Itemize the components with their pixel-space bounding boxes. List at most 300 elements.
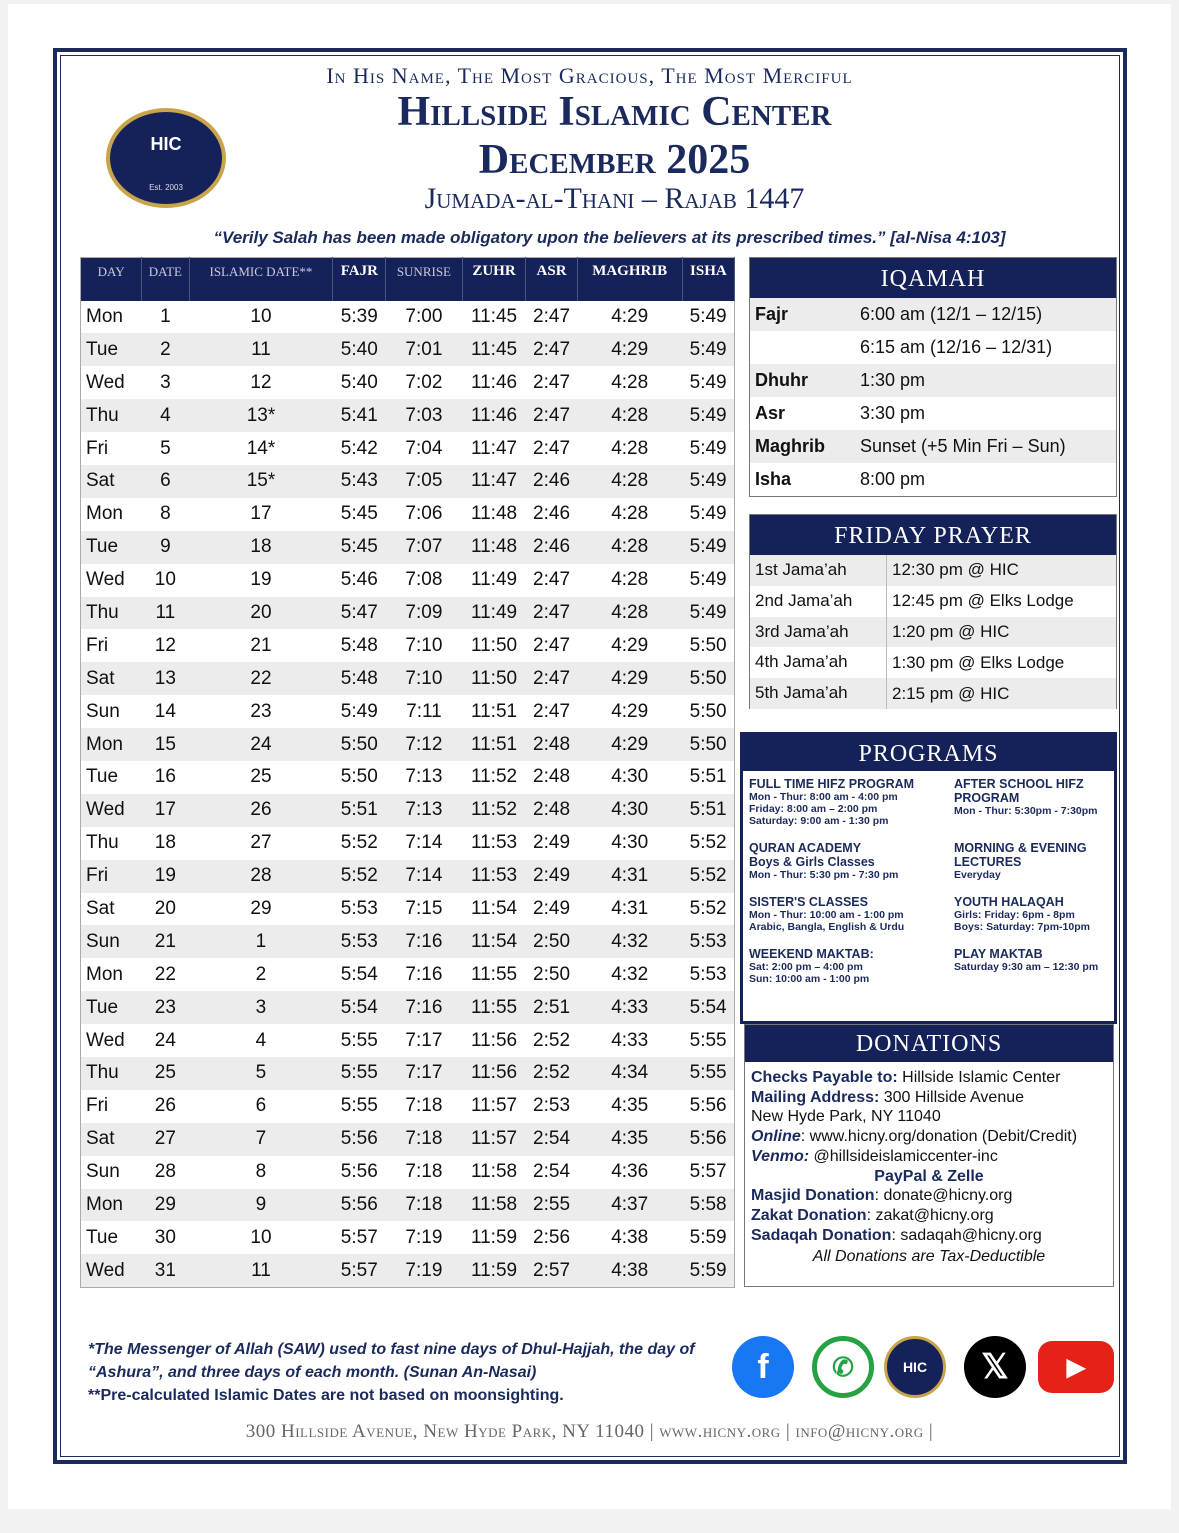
cell: 7:11 [406,700,442,722]
iqamah-time: 3:30 pm [860,403,926,423]
cell: Sat [86,897,115,919]
column-header: ISHA [682,258,734,301]
cell: 4:34 [577,1057,682,1090]
program-item [954,841,1124,881]
cell: 4:29 [611,305,649,327]
program-schedule: Sun: 10:00 am - 1:00 pm [749,973,870,985]
cell: 7 [189,1123,333,1156]
cell: 10 [250,1226,272,1248]
program-item [749,777,954,827]
tax-note: All Donations are Tax-Deductible [812,1248,1046,1266]
cell: Tue [86,1226,119,1248]
iqamah-row [750,331,1116,364]
cell: 1 [160,305,171,327]
cell: 23 [250,700,272,722]
donation-value: Hillside Islamic Center [897,1069,1061,1086]
prayer-name: Isha [755,469,792,489]
cell: 2:47 [526,399,577,432]
program-item [954,895,1124,933]
cell: 4:30 [611,766,649,788]
donation-label: Venmo: [751,1147,810,1165]
cell: 25 [250,766,272,788]
cell: 5:56 [333,1189,386,1222]
cell: 11:48 [470,503,518,525]
cell: 5:59 [689,1226,727,1248]
cell: 13 [142,662,189,695]
cell: 7:01 [386,333,462,366]
cell: 4:33 [577,991,682,1024]
cell: 11:55 [462,991,526,1024]
cell: 2 [142,333,189,366]
cell: 2:52 [526,1057,577,1090]
cell: 5:59 [682,1254,734,1287]
cell: 4:30 [577,794,682,827]
cell: 11:45 [462,333,526,366]
cell: 4:31 [611,897,649,919]
donation-line [751,1088,1107,1108]
whatsapp-icon[interactable]: ✆ [812,1336,874,1398]
table-row [81,629,735,662]
cell: 4:36 [611,1161,649,1183]
table-row [81,728,735,761]
cell: 9 [189,1189,333,1222]
cell: 7:18 [405,1161,443,1183]
donation-line [751,1167,1107,1187]
table-row [81,991,735,1024]
program-schedule: Saturday 9:30 am – 12:30 pm [954,961,1099,973]
cell: 7:17 [386,1057,462,1090]
iqamah-time: 1:30 pm [860,370,926,390]
cell: 2:53 [533,1095,571,1117]
cell: Thu [86,832,119,854]
table-row [81,794,735,827]
cell: Fri [86,634,109,656]
cell: 7:16 [405,963,443,985]
cell: 5:52 [682,860,734,893]
cell: 11:51 [470,700,518,722]
column-header: FAJR [333,258,386,301]
cell: 5:52 [333,860,386,893]
program-title: WEEKEND MAKTAB: [749,947,874,961]
prayer-name: Asr [755,403,786,423]
cell: 2:56 [533,1226,571,1248]
cell: 4:29 [611,700,649,722]
iqamah-time: 8:00 pm [860,469,926,489]
donation-value: : donate@hicny.org [874,1187,1013,1205]
bismillah: In His Name, The Most Gracious, The Most Merciful [326,63,853,88]
cell: 5:55 [333,1057,386,1090]
program-item [749,895,954,933]
cell: 7:18 [386,1123,462,1156]
cell: 5:52 [689,832,727,854]
cell: 2:47 [533,634,571,656]
footnotes: *The Messenger of Allah (SAW) used to fast nine days of Dhul-Hajjah, the day of “Ashura”, and three days of each month. (Sunan An-Nasai) **Pre-calculated Islamic Dates are not based on moonsighting. [88,1341,695,1404]
program-schedule: Friday: 8:00 am – 2:00 pm [749,803,878,815]
cell: 7:05 [386,465,462,498]
cell: 11:55 [470,963,518,985]
cell: 11 [142,597,189,630]
cell: 5:46 [340,569,378,591]
cell: 11:50 [462,662,526,695]
cell: 11:57 [470,1095,518,1117]
jamaah-name: 4th Jama’ah [750,647,887,678]
cell: 4:32 [577,925,682,958]
cell: 16 [154,766,176,788]
iqamah-box [749,257,1117,497]
cell: 4:28 [611,503,649,525]
cell: 4:30 [611,832,649,854]
cell: Wed [81,1254,142,1287]
cell: 2:48 [526,728,577,761]
donation-line [751,1206,1107,1226]
cell: 1 [189,925,333,958]
iqamah-title: IQAMAH [750,258,1116,298]
cell: 27 [250,832,272,854]
youtube-icon[interactable]: ▶ [1038,1341,1114,1393]
cell: 27 [142,1123,189,1156]
cell: Mon [86,963,123,985]
cell: Fri [86,437,109,459]
column-header: MAGHRIB [577,258,682,301]
program-schedule: Mon - Thur: 10:00 am - 1:00 pm [749,909,904,921]
donation-line [751,1147,1107,1167]
cell: 5:51 [689,766,727,788]
table-row [81,761,735,794]
cell: 7:18 [386,1189,462,1222]
cell: 5:43 [333,465,386,498]
cell: 5:48 [340,634,378,656]
cell: 5:54 [682,991,734,1024]
cell: 5:57 [333,1254,386,1287]
cell: 11:58 [470,1161,518,1183]
cell: 12 [250,371,272,393]
cell: 20 [154,897,176,919]
table-row [81,925,735,958]
cell: 5:50 [333,728,386,761]
cell: 7:12 [386,728,462,761]
cell: 5:55 [340,1095,378,1117]
cell: 2:49 [526,860,577,893]
cell: 4:29 [577,333,682,366]
column-header: SUNRISE [386,258,462,301]
cell: 2:50 [526,925,577,958]
cell: 8 [160,503,171,525]
programs-box [740,732,1117,1024]
cell: 21 [142,925,189,958]
cell: 17 [250,503,272,525]
cell: 4:35 [577,1123,682,1156]
cell: 12 [154,634,176,656]
program-schedule: Mon - Thur: 5:30 pm - 7:30 pm [749,869,899,881]
jamaah-name: 1st Jama’ah [750,555,887,586]
program-title: PLAY MAKTAB [954,947,1043,961]
cell: Wed [81,794,142,827]
cell: 7:00 [405,305,443,327]
cell: 4:29 [577,662,682,695]
iqamah-time: 6:00 am (12/1 – 12/15) [860,304,1043,324]
cell: 5:45 [333,531,386,564]
donation-line [751,1127,1107,1147]
cell: 4:31 [577,860,682,893]
cell: 2:47 [533,437,571,459]
cell: Fri [86,1095,109,1117]
program-schedule: Everyday [954,869,1001,881]
cell: 4:38 [577,1254,682,1287]
cell: 4:28 [611,569,649,591]
hic-logo: HIC Est. 2003 [106,108,226,208]
donation-label: Mailing Address: [751,1088,880,1106]
cell: 13* [189,399,333,432]
cell: 7:06 [405,503,443,525]
prayer-times-table [80,257,735,1288]
column-header: ZUHR [462,258,526,301]
cell: 6 [142,465,189,498]
cell: 5:56 [340,1161,378,1183]
donation-label: Online [751,1128,801,1146]
cell: 2:51 [526,991,577,1024]
table-row [81,695,735,728]
cell: 5:49 [689,371,727,393]
cell: 5:50 [689,634,727,656]
table-row [81,1221,735,1254]
table-row [81,597,735,630]
cell: 2:46 [526,531,577,564]
cell: 11:45 [470,305,518,327]
cell: 2:47 [526,597,577,630]
table-row [81,301,735,334]
donation-value: : zakat@hicny.org [866,1206,994,1224]
cell: 10 [250,305,272,327]
cell: 11:58 [462,1189,526,1222]
hic-logo-icon[interactable]: HIC [884,1336,946,1398]
cell: Wed [86,569,125,591]
table-row [81,366,735,399]
cell: 11:46 [470,371,518,393]
cell: 15* [189,465,333,498]
program-schedule: Arabic, Bangla, English & Urdu [749,921,905,933]
cell: 7:16 [386,925,462,958]
program-item [749,947,954,985]
cell: Wed [86,371,125,393]
cell: 2:47 [526,662,577,695]
cell: 5:49 [682,597,734,630]
cell: 4:35 [611,1095,649,1117]
iqamah-time: Sunset (+5 Min Fri – Sun) [860,436,1066,456]
cell: 9 [142,531,189,564]
cell: 5:50 [340,766,378,788]
cell: 7:19 [386,1254,462,1287]
cell: 4 [255,1029,267,1051]
cell: 15 [142,728,189,761]
table-row [81,1189,735,1222]
cell: 8 [255,1161,267,1183]
cell: 5:42 [340,437,378,459]
cell: 5:55 [340,1029,378,1051]
cell: 4:29 [577,728,682,761]
cell: 11:54 [470,897,518,919]
table-row [81,432,735,465]
table-row [81,1156,735,1189]
program-item [749,841,954,881]
cell: 2:47 [533,371,571,393]
program-schedule: Boys: Saturday: 7pm-10pm [954,921,1090,933]
jamaah-name: 3rd Jama’ah [750,617,887,648]
cell: 18 [189,531,333,564]
program-title: MORNING & EVENING LECTURES [954,841,1087,869]
cell: 29 [250,897,272,919]
cell: Tue [81,531,142,564]
cell: Mon [81,728,142,761]
donations-box [744,1024,1114,1287]
cell: Mon [86,305,123,327]
quote: “Verily Salah has been made obligatory upon the believers at its prescribed times.” [al-Nisa 4:103] [213,228,1006,247]
cell: 11:53 [462,860,526,893]
cell: Sun [86,1161,120,1183]
cell: 6 [255,1095,267,1117]
table-row [81,333,735,366]
cell: 11 [189,333,333,366]
jamaah-time: 12:30 pm @ HIC [892,560,1019,580]
column-header: ASR [526,258,577,301]
cell: 5:49 [682,399,734,432]
column-header: DATE [142,258,189,301]
cell: 5:53 [682,925,734,958]
cell: 11:59 [470,1226,518,1248]
iqamah-row [750,463,1116,496]
cell: 5:48 [333,662,386,695]
prayer-name: Fajr [755,304,789,324]
table-row [81,399,735,432]
table-row [81,1123,735,1156]
footer-address: 300 Hillside Avenue, New Hyde Park, NY 11040 | www.hicny.org | info@hicny.org | [245,1421,934,1442]
cell: 2:47 [533,569,571,591]
cell: 20 [189,597,333,630]
cell: Thu [81,597,142,630]
cell: 2:48 [526,794,577,827]
table-row [81,498,735,531]
cell: 5:49 [682,531,734,564]
cell: 22 [154,963,176,985]
cell: 2:49 [533,832,571,854]
friday-title: FRIDAY PRAYER [750,515,1116,555]
cell: 19 [250,569,272,591]
cell: 2:52 [533,1029,571,1051]
cell: 5:50 [689,700,727,722]
cell: 7:03 [386,399,462,432]
iqamah-row [750,298,1116,331]
cell: 11:48 [462,531,526,564]
iqamah-row [750,364,1116,397]
cell: 4:28 [577,597,682,630]
cell: Thu [81,1057,142,1090]
cell: 5:53 [689,963,727,985]
cell: 4:32 [611,963,649,985]
cell: Sat [81,662,142,695]
table-row [81,465,735,498]
cell: 2:48 [533,766,571,788]
cell: 29 [142,1189,189,1222]
cell: 7:17 [405,1029,443,1051]
cell: 24 [189,728,333,761]
donation-label: Masjid Donation [751,1187,875,1205]
donation-line [751,1186,1107,1206]
cell: 2:54 [526,1123,577,1156]
table-row [81,958,735,991]
month-title: December 2025 [478,137,751,183]
cell: 11:47 [470,437,518,459]
program-schedule: Mon - Thur: 8:00 am - 4:00 pm [749,791,898,803]
cell: 5:39 [340,305,378,327]
cell: 2:54 [533,1161,571,1183]
cell: 14* [246,437,276,459]
cell: 11:52 [462,794,526,827]
donation-line [751,1107,1107,1127]
cell: 4:29 [611,634,649,656]
table-row [81,1024,735,1057]
cell: 4:28 [577,531,682,564]
cell: 7:14 [405,832,443,854]
cell: 22 [189,662,333,695]
cell: 3 [189,991,333,1024]
program-schedule: Mon - Thur: 5:30pm - 7:30pm [954,805,1098,817]
cell: Sun [81,925,142,958]
iqamah-time: 6:15 am (12/16 – 12/31) [860,337,1053,357]
cell: 5:57 [340,1226,378,1248]
cell: 4:38 [611,1226,649,1248]
x-icon[interactable]: 𝕏 [964,1336,1026,1398]
cell: 3 [160,371,171,393]
cell: 5:49 [682,465,734,498]
donation-value: : www.hicny.org/donation (Debit/Credit) [800,1128,1078,1146]
cell: 2:49 [533,897,571,919]
cell: 5:55 [689,1029,727,1051]
cell: 11 [189,1254,333,1287]
cell: 5:49 [689,503,727,525]
cell: 11:53 [470,832,518,854]
facebook-icon[interactable]: f [732,1336,794,1398]
cell: 5:49 [682,333,734,366]
cell: 5:49 [689,437,727,459]
cell: 7:08 [405,569,443,591]
cell: 5:56 [682,1123,734,1156]
cell: 26 [189,794,333,827]
cell: 21 [250,634,272,656]
table-row [81,827,735,860]
cell: 5:41 [333,399,386,432]
donation-label: Checks Payable to: [751,1069,898,1086]
cell: 28 [189,860,333,893]
table-row [81,1254,735,1287]
cell: 5:57 [689,1161,727,1183]
donation-line [751,1226,1107,1246]
cell: 18 [154,832,176,854]
table-row [81,531,735,564]
cell: Fri [81,860,142,893]
org-title: Hillside Islamic Center [397,89,832,135]
cell: 11:59 [462,1254,526,1287]
cell: Wed [86,1029,125,1051]
cell: 4:28 [577,465,682,498]
cell: 26 [154,1095,176,1117]
cell: 11:47 [462,465,526,498]
column-header: ISLAMIC DATE** [189,258,333,301]
donation-value: New Hyde Park, NY 11040 [751,1108,941,1126]
cell: 17 [142,794,189,827]
cell: 4:28 [577,399,682,432]
cell: 7:09 [386,597,462,630]
donation-label: PayPal & Zelle [874,1167,984,1185]
cell: 5:56 [689,1095,727,1117]
